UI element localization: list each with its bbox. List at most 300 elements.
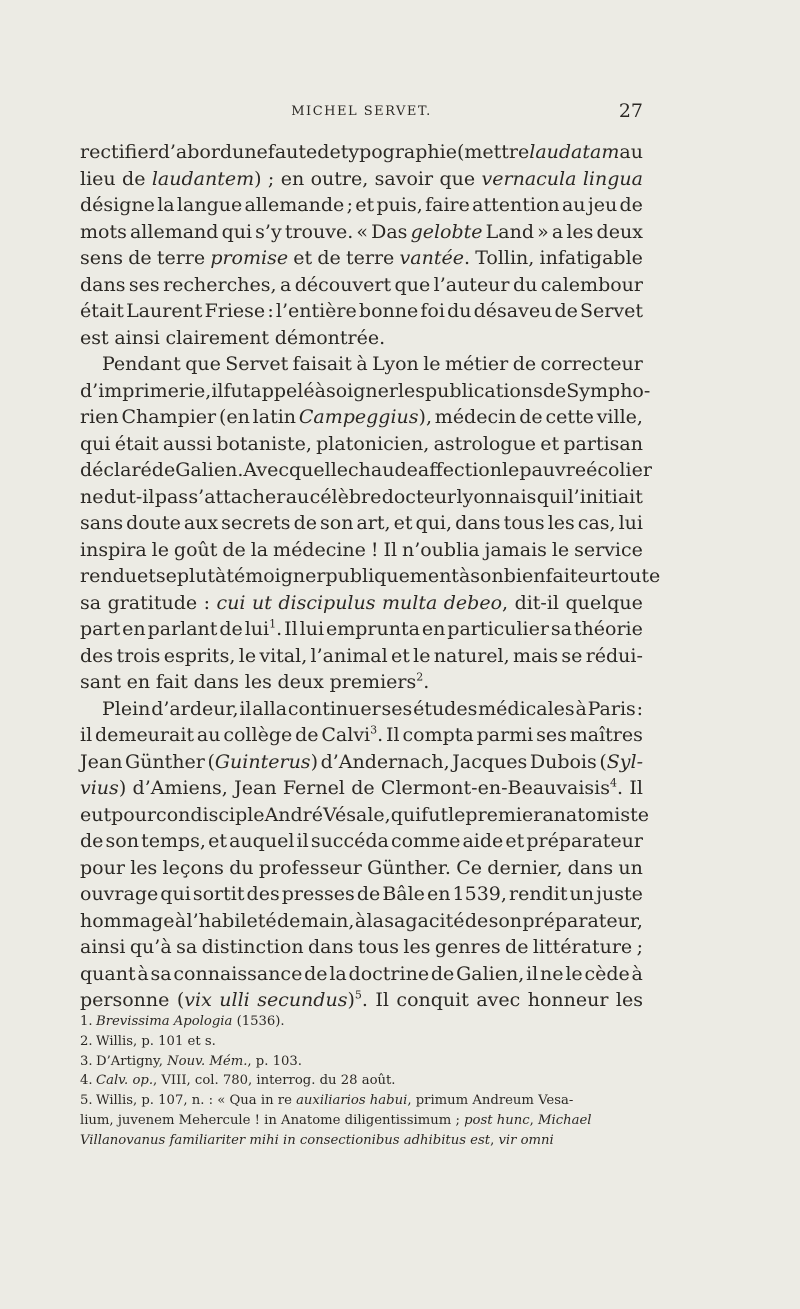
word: (mettre [456, 141, 530, 163]
text-line [80, 881, 643, 908]
word: conquit [396, 989, 469, 1011]
text-line [80, 934, 643, 961]
word: Galien. [175, 459, 244, 481]
word: le [151, 538, 169, 561]
word: Lyon [372, 353, 419, 375]
word: à [214, 565, 227, 587]
word: continuer [287, 697, 381, 720]
word: maîtres [569, 724, 643, 746]
word: Günther. [367, 856, 451, 879]
word: connaissance [173, 962, 303, 985]
word: le [551, 538, 570, 561]
word: à [137, 962, 149, 985]
word: Laurent [126, 300, 203, 322]
word: gratitude [107, 591, 198, 614]
word: que [185, 353, 221, 375]
word: et [355, 194, 375, 216]
word: préparateur, [522, 909, 643, 932]
text-line [80, 669, 643, 696]
word: soigner [325, 379, 398, 402]
word: foi [420, 300, 445, 322]
word: ne [540, 962, 564, 985]
word: le [238, 644, 257, 667]
word: lui$^1$. [244, 617, 283, 640]
word: des [246, 883, 280, 905]
word: recherches, [163, 273, 277, 296]
word: laudantem) [151, 167, 262, 190]
word: lieu [80, 167, 116, 190]
word: qui [160, 883, 191, 905]
word: doute [126, 512, 181, 534]
word: l’initiait [567, 485, 643, 508]
footnote: 5. Willis, p. 107, n. : « Qua in re auxiliarios habui, primum Andreum Vesa- [80, 1091, 643, 1111]
word: calembour [540, 273, 643, 296]
word: le [501, 459, 520, 481]
word: l’entière [275, 300, 357, 322]
word: à [631, 962, 643, 985]
text-line [80, 351, 643, 378]
footnote: lium, juvenem Mehercule ! in Anatome diligentissimum ; post hunc, Michael [80, 1112, 592, 1128]
word: part [80, 618, 121, 640]
word: quelle [288, 459, 349, 481]
word: premiers$^2$. [329, 670, 430, 693]
word: partisan [563, 432, 643, 455]
word: il [80, 724, 93, 746]
word: se [561, 644, 583, 667]
word: au [619, 141, 643, 163]
word: et [293, 247, 313, 269]
word: écolier [586, 459, 652, 481]
text-line [80, 298, 643, 325]
body-text [80, 139, 661, 1014]
word: : [203, 591, 211, 614]
word: ut [251, 591, 272, 614]
word: Il [383, 538, 398, 561]
text-line [80, 245, 643, 272]
text-line [80, 166, 643, 193]
word: succéda [310, 830, 389, 852]
word: lui [618, 512, 643, 534]
text-line [80, 219, 643, 246]
word: dans [567, 856, 614, 879]
word: de [219, 618, 243, 640]
word: vantée. [399, 247, 470, 269]
word: mots [80, 220, 127, 243]
word: des [80, 644, 114, 667]
word: goût [173, 538, 218, 561]
word: cas, [577, 512, 616, 534]
word: de [542, 379, 567, 402]
word: particulier [447, 618, 549, 640]
word: Bâle [382, 883, 425, 905]
word: allemande [244, 194, 345, 216]
word: Land [485, 220, 535, 243]
text-line [80, 616, 643, 643]
word: à [174, 909, 187, 932]
word: Paris [587, 697, 636, 720]
word: faire [425, 194, 470, 216]
word: collège [223, 724, 293, 746]
word: parlant [147, 618, 218, 640]
word: en [126, 671, 151, 693]
word: du [512, 273, 538, 296]
word: un [569, 883, 595, 905]
text-line [80, 696, 643, 723]
word: doctrine [348, 962, 430, 985]
word: ville, [596, 406, 643, 428]
word: aussi [162, 432, 213, 455]
word: célèbre [309, 485, 382, 508]
word: aide [462, 830, 504, 852]
word: de [512, 353, 537, 375]
word: à [354, 909, 367, 932]
word: il [296, 830, 309, 852]
word: sortit [192, 883, 245, 905]
text-line [80, 828, 643, 855]
word: de [222, 538, 246, 561]
word: d’ardeur, [151, 697, 239, 720]
word: faute [267, 141, 318, 163]
word: tous [357, 936, 399, 958]
word: premier [465, 803, 543, 826]
word: son [105, 830, 139, 852]
word: Plein [102, 697, 151, 720]
word: puis, [376, 194, 423, 216]
footnote: 2. Willis, p. 101 et s. [80, 1032, 643, 1052]
word: trouve. [284, 220, 354, 243]
word: du [229, 856, 254, 879]
word: au [285, 485, 310, 508]
word: gelobte [410, 220, 483, 243]
word: la [329, 962, 347, 985]
word: et [505, 830, 525, 852]
word: il [239, 697, 252, 720]
word: vius) [80, 777, 127, 799]
word: dut-il [103, 485, 155, 508]
word: pas [154, 485, 189, 508]
word: typographie [340, 141, 457, 163]
word: est [80, 326, 109, 349]
word: rédui- [585, 644, 643, 667]
word: (Guinterus) [207, 750, 318, 773]
word: lyonnais [456, 485, 537, 508]
word: langue [176, 194, 243, 216]
word: quelque [565, 591, 643, 614]
word: qui [80, 432, 111, 455]
word: en [122, 618, 146, 640]
word: Tollin, [475, 247, 535, 269]
word: mais [512, 644, 559, 667]
word: chaude [348, 459, 418, 481]
word: de [464, 909, 489, 932]
word: ; [267, 167, 275, 190]
text-line [80, 404, 643, 431]
word: médecin [434, 406, 517, 428]
text-line [80, 325, 643, 352]
word: de [122, 167, 146, 190]
word: médecine [273, 538, 366, 561]
page-number: 27 [618, 100, 643, 122]
page-header [80, 100, 643, 128]
word: de [80, 830, 104, 852]
text-line [80, 563, 661, 590]
word: à [575, 697, 587, 720]
word: n’oublia [401, 538, 480, 561]
word: métier [444, 353, 509, 375]
word: ses [128, 273, 160, 296]
word: secundus)$^5$. [257, 988, 368, 1011]
word: sa [550, 618, 572, 640]
word: théorie [573, 618, 643, 640]
word: terre [346, 247, 395, 269]
word: à [458, 565, 471, 587]
word: art, [356, 512, 391, 534]
word: sans [80, 512, 124, 534]
word: le [423, 353, 441, 375]
word: astrologue [433, 432, 536, 455]
word: cède [584, 962, 630, 985]
word: a [551, 220, 564, 243]
word: lui [299, 618, 325, 640]
word: d’Amiens, [132, 777, 228, 799]
word: le [413, 644, 431, 667]
word: botaniste, [216, 432, 312, 455]
word: il [211, 379, 224, 402]
text-line [80, 457, 652, 484]
word: infatigable [539, 247, 643, 269]
word: de [619, 194, 643, 216]
word: témoigner [226, 565, 326, 587]
word: Servet [580, 300, 643, 322]
word: s’y [255, 220, 282, 243]
text-line [80, 722, 643, 749]
word: Jacques [452, 750, 528, 773]
word: de [293, 512, 317, 534]
word: laudatam [529, 141, 620, 163]
word: multa [381, 591, 438, 614]
word: de [317, 247, 341, 269]
word: d’imprimerie, [80, 379, 212, 402]
word: deux [596, 220, 643, 243]
word: latin [252, 406, 297, 428]
word: vital, [259, 644, 308, 667]
text-line [80, 775, 643, 802]
word: Servet [225, 353, 289, 375]
word: qui [221, 220, 253, 243]
word: genres [434, 936, 501, 958]
word: alla [252, 697, 288, 720]
word: vernacula [481, 167, 577, 190]
word: auquel [229, 830, 295, 852]
word: faisait [292, 353, 352, 375]
word: (vix [176, 989, 212, 1011]
word: (Syl- [599, 750, 643, 773]
word: de [128, 247, 152, 269]
word: Günther [125, 750, 205, 773]
word: rectifier [80, 141, 158, 163]
word: s’attacher [188, 485, 286, 508]
word: un [618, 856, 643, 879]
word: demeurait [95, 724, 195, 746]
word: sa [80, 591, 102, 614]
text-line [80, 802, 650, 829]
word: et [136, 565, 156, 587]
word: sagacité [384, 909, 465, 932]
word: savoir [374, 167, 434, 190]
word: il [526, 962, 539, 985]
word: préparateur [526, 830, 643, 852]
word: Avec [243, 459, 289, 481]
word: en [280, 167, 305, 190]
word: affection [417, 459, 502, 481]
word: a [279, 273, 292, 296]
word: compta [402, 724, 474, 746]
text-line [80, 643, 643, 670]
text-line [80, 192, 643, 219]
word: Il [375, 989, 389, 1011]
word: de [554, 300, 578, 322]
word: dans [193, 671, 240, 693]
word: dans [307, 936, 354, 958]
word: publiquement [325, 565, 459, 587]
word: ; [636, 936, 643, 958]
footnote-number: 5. [80, 1093, 93, 1109]
word: ouvrage [80, 883, 159, 905]
text-line [80, 510, 643, 537]
word: les [244, 671, 272, 693]
word: de [519, 406, 543, 428]
word: attention [472, 194, 560, 216]
word: de [505, 936, 529, 958]
word: terre [156, 247, 206, 269]
word: Jean [80, 750, 123, 773]
running-title: MICHEL SERVET. [291, 104, 432, 119]
word: anatomiste [542, 803, 650, 826]
word: l’habileté [186, 909, 277, 932]
word: le [448, 803, 466, 826]
word: la [157, 194, 175, 216]
word: de [151, 459, 176, 481]
word: Fernel [282, 777, 345, 799]
word: Champier [121, 406, 217, 428]
word: hommage [80, 909, 175, 932]
word: de [317, 141, 341, 163]
word: tous [503, 512, 545, 534]
word: leçons [162, 856, 224, 879]
word: Galien, [456, 962, 525, 985]
word: les [615, 989, 643, 1011]
word: la [250, 538, 269, 561]
word: qui, [415, 512, 453, 534]
word: esprits, [163, 644, 236, 667]
word: fait [155, 671, 188, 693]
word: études [413, 697, 478, 720]
word: : [267, 300, 274, 322]
word: promise [210, 247, 289, 269]
word: de [356, 883, 381, 905]
word: rendit [509, 883, 568, 905]
word: cui [216, 591, 246, 614]
text-line [80, 749, 643, 776]
word: Il [284, 618, 298, 640]
word: dit-il [514, 591, 560, 614]
text-line [80, 378, 651, 405]
text-line [80, 484, 643, 511]
word: bonne [358, 300, 419, 322]
text-line [80, 987, 643, 1014]
word: et [393, 512, 413, 534]
word: médicales [478, 697, 575, 720]
word: du [447, 300, 472, 322]
word: de [304, 962, 328, 985]
word: Pendant [102, 353, 181, 375]
word: docteur [381, 485, 457, 508]
word: ainsi [114, 326, 160, 349]
word: ne [80, 485, 104, 508]
word: et [208, 830, 227, 852]
word: était [80, 300, 124, 322]
word: clairement [165, 326, 270, 349]
word: 1539, [452, 883, 507, 905]
word: se [155, 565, 177, 587]
word: lingua [582, 167, 643, 190]
text-line [80, 537, 643, 564]
word: de [295, 724, 319, 746]
word: ainsi [80, 936, 126, 958]
word: Friese [204, 300, 266, 322]
word: toute [610, 565, 661, 587]
word: que [394, 273, 431, 296]
text-line [80, 272, 643, 299]
word: honneur [527, 989, 609, 1011]
word: et [540, 432, 560, 455]
word: professeur [258, 856, 362, 879]
word: jeu [587, 194, 618, 216]
word: qui [536, 485, 568, 508]
word: dernier, [487, 856, 563, 879]
word: désigne [80, 194, 155, 216]
word: eut [80, 803, 112, 826]
word: Campeggius), [298, 406, 432, 428]
word: Sympho- [566, 379, 651, 402]
word: et [391, 644, 410, 667]
word: appelé [250, 379, 315, 402]
word: correcteur [540, 353, 643, 375]
word: aux [183, 512, 219, 534]
footnote-number: 2. [80, 1033, 93, 1049]
word: cette [545, 406, 594, 428]
word: sant [80, 671, 121, 693]
word: inspira [80, 538, 147, 561]
word: démontrée. [274, 326, 386, 349]
word: André [264, 803, 324, 826]
word: les [403, 936, 431, 958]
word: de [351, 777, 375, 799]
word: les [397, 379, 426, 402]
word: distinction [201, 936, 304, 958]
word: Jean [234, 777, 277, 799]
word: pauvre [519, 459, 587, 481]
word: naturel, [433, 644, 510, 667]
word: l’auteur [433, 273, 510, 296]
word: bienfaiteur [503, 565, 611, 587]
footnote-number: 1. [80, 1014, 93, 1029]
word: temps, [141, 830, 206, 852]
word: était [114, 432, 159, 455]
word: Il [629, 777, 643, 799]
word: Das [371, 220, 408, 243]
footnote-number: 3. [80, 1053, 93, 1069]
